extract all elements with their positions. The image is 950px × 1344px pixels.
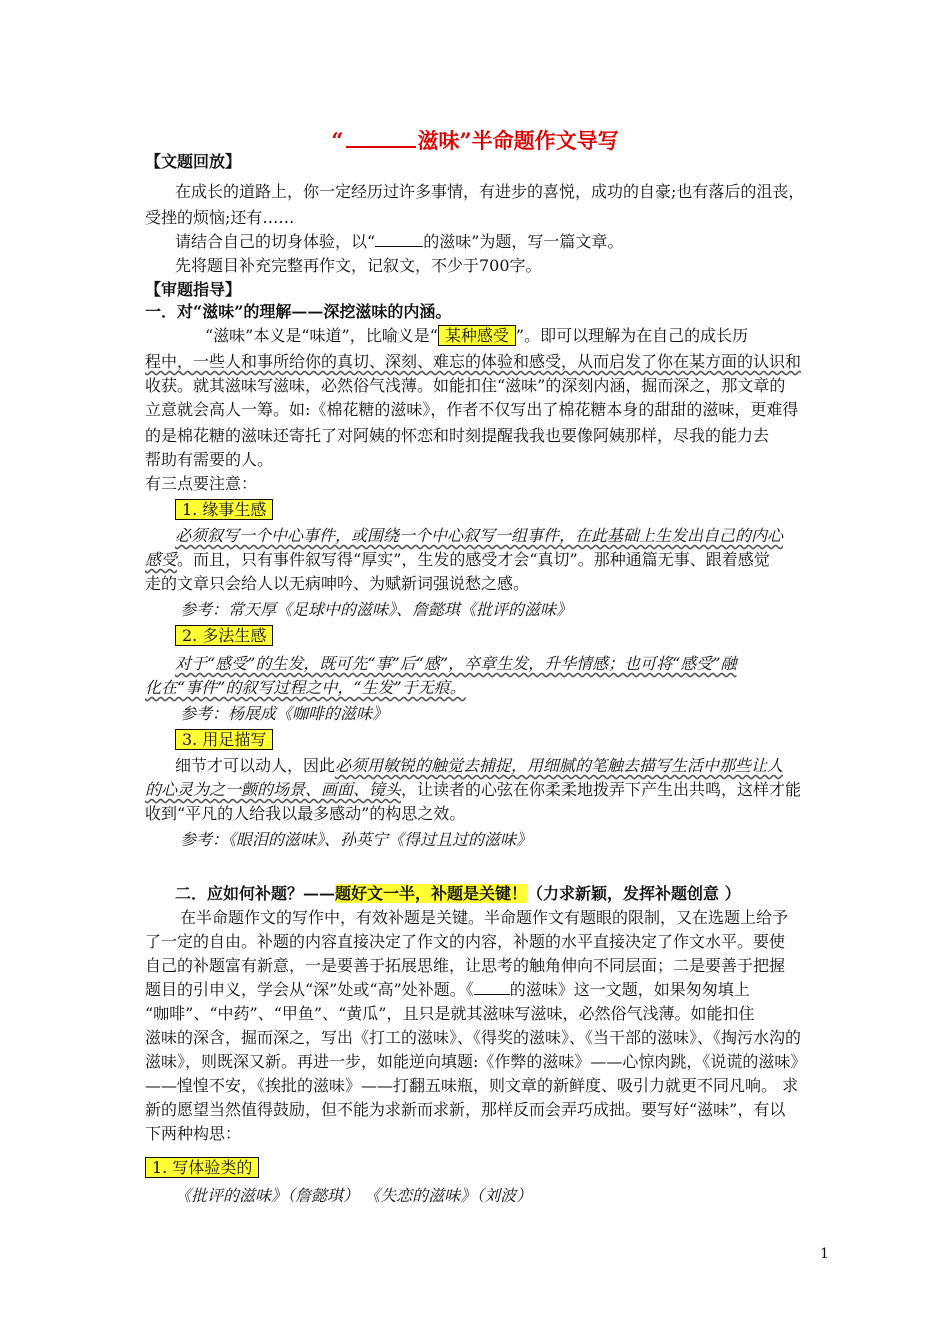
- title-blank: [346, 128, 416, 148]
- paragraph-line: 细节才可以动人，因此必须用敏锐的触觉去捕捉，用细腻的笔触去描写生活中那些让人: [175, 756, 784, 775]
- subsection-heading: 二．应如何补题？——题好文一半，补题是关键！（力求新颖，发挥补题创意 ）: [175, 884, 741, 903]
- paragraph-line: 程中，一些人和事所给你的真切、深刻、难忘的体验和感受，从而启发了你在某方面的认识和: [145, 352, 802, 371]
- reference-line: 参考：常天厚《足球中的滋味》、詹懿琪《批评的滋味》: [180, 600, 573, 619]
- paragraph-line: ——惶惶不安，《挨批的滋味》——打翻五味瓶，则文章的新鲜度、吸引力就更不同凡响。 求: [145, 1076, 799, 1095]
- reference-line: 参考：《眼泪的滋味》、孙英宁《得过且过的滋味》: [180, 830, 533, 849]
- paragraph-line: 帮助有需要的人。: [145, 450, 274, 469]
- paragraph-line: 化在“事件”的叙写过程之中，“生发”于无痕。: [145, 678, 466, 697]
- paragraph-line: 自己的补题富有新意，一是要善于拓展思维，让思考的触角伸向不同层面；二是要善于把握: [145, 956, 786, 975]
- paragraph-line: 收获。就其滋味写滋味，必然俗气浅薄。如能扣住“滋味”的深刻内涵，掘而深之，那文章的: [145, 376, 786, 395]
- reference-line: 参考：杨展成《咖啡的滋味》: [180, 704, 389, 723]
- paragraph-line: 请结合自己的切身体验，以“ 的滋味”为题，写一篇文章。: [175, 232, 624, 251]
- paragraph-line: 感受。而且，只有事件叙写得“厚实”，生发的感受才会“真切”。那种通篇无事、跟着感觉: [145, 550, 770, 569]
- paragraph-line: 有三点要注意：: [145, 474, 258, 493]
- paragraph-line: 下两种构思：: [145, 1124, 242, 1143]
- paragraph-line: 先将题目补充完整再作文，记叙文，不少于700字。: [175, 256, 542, 275]
- paragraph-line: 的是棉花糖的滋味还寄托了对阿姨的怀恋和时刻提醒我我也要像阿姨那样，尽我的能力去: [145, 426, 770, 445]
- section-header-question: 【文题回放】: [145, 152, 242, 171]
- highlight-slogan: 题好文一半，补题是关键！: [335, 884, 528, 903]
- paragraph-line: 在半命题作文的写作中，有效补题是关键。半命题作文有题眼的限制，又在选题上给予: [180, 908, 789, 927]
- paragraph-line: 的心灵为之一颤的场景、画面、镜头，让读者的心弦在你柔柔地拨弄下产生出共鸣，这样才能: [145, 780, 802, 799]
- paragraph-line: 在成长的道路上，你一定经历过许多事情，有进步的喜悦，成功的自豪;也有落后的沮丧，: [175, 182, 805, 201]
- reference-line: 《批评的滋味》（詹懿琪） 《失恋的滋味》（刘波）: [175, 1186, 533, 1205]
- paragraph-line: 滋味》，则既深又新。再进一步，如能逆向填题:《作弊的滋味》——心惊肉跳，《说谎的滋味》: [145, 1052, 807, 1071]
- paragraph-line: 立意就会高人一筹。如:《棉花糖的滋味》，作者不仅写出了棉花糖本身的甜甜的滋味，更难得: [145, 400, 799, 419]
- paragraph-line: “滋味”本义是“味道”，比喻义是“ 某种感受 ”。即可以理解为在自己的成长历: [205, 326, 749, 345]
- paragraph-line: 受挫的烦恼;还有……: [145, 208, 295, 227]
- paragraph-line: “咖啡”、“中药”、“甲鱼”、“黄瓜”，且只是就其滋味写滋味，必然俗气浅薄。如能扣住: [145, 1004, 755, 1023]
- point-heading-2: 2. 多法生感: [175, 624, 273, 648]
- paragraph-line: 题目的引申义，学会从“深”处或“高”处补题。《 的滋味》这一文题，如果匆匆填上: [145, 980, 750, 999]
- page-title: “ 滋味”半命题作文导写: [331, 128, 619, 153]
- section-header-guide: 【审题指导】: [145, 280, 242, 299]
- point-heading-3: 3. 用足描写: [175, 728, 273, 752]
- paragraph-line: 对于“感受”的生发，既可先“事”后“感”，卒章生发，升华情感；也可将“感受”融: [175, 654, 737, 673]
- paragraph-line: 新的愿望当然值得鼓励，但不能为求新而求新，那样反而会弄巧成拙。要写好“滋味”，有以: [145, 1100, 786, 1119]
- page-number: 1: [820, 1246, 829, 1262]
- subsection-heading: 一．对“滋味”的理解——深挖滋味的内涵。: [145, 302, 452, 321]
- paragraph-line: 收到“平凡的人给我以最多感动”的构思之效。: [145, 804, 466, 823]
- paragraph-line: 走的文章只会给人以无病呻吟、为赋新词强说愁之感。: [145, 574, 530, 593]
- point-heading-4: 1. 写体验类的: [145, 1156, 259, 1180]
- fill-blank: [474, 980, 510, 995]
- paragraph-line: 了一定的自由。补题的内容直接决定了作文的内容，补题的水平直接决定了作文水平。要使: [145, 932, 786, 951]
- point-heading-1: 1. 缘事生感: [175, 498, 273, 522]
- highlight-keyword: 某种感受: [438, 325, 516, 346]
- fill-blank: [375, 232, 423, 247]
- paragraph-line: 滋味的深含，掘而深之，写出《打工的滋味》、《得奖的滋味》、《当干部的滋味》、《掏污水沟的: [145, 1028, 802, 1047]
- paragraph-line: 必须叙写一个中心事件，或围绕一个中心叙写一组事件，在此基础上生发出自己的内心: [175, 526, 784, 545]
